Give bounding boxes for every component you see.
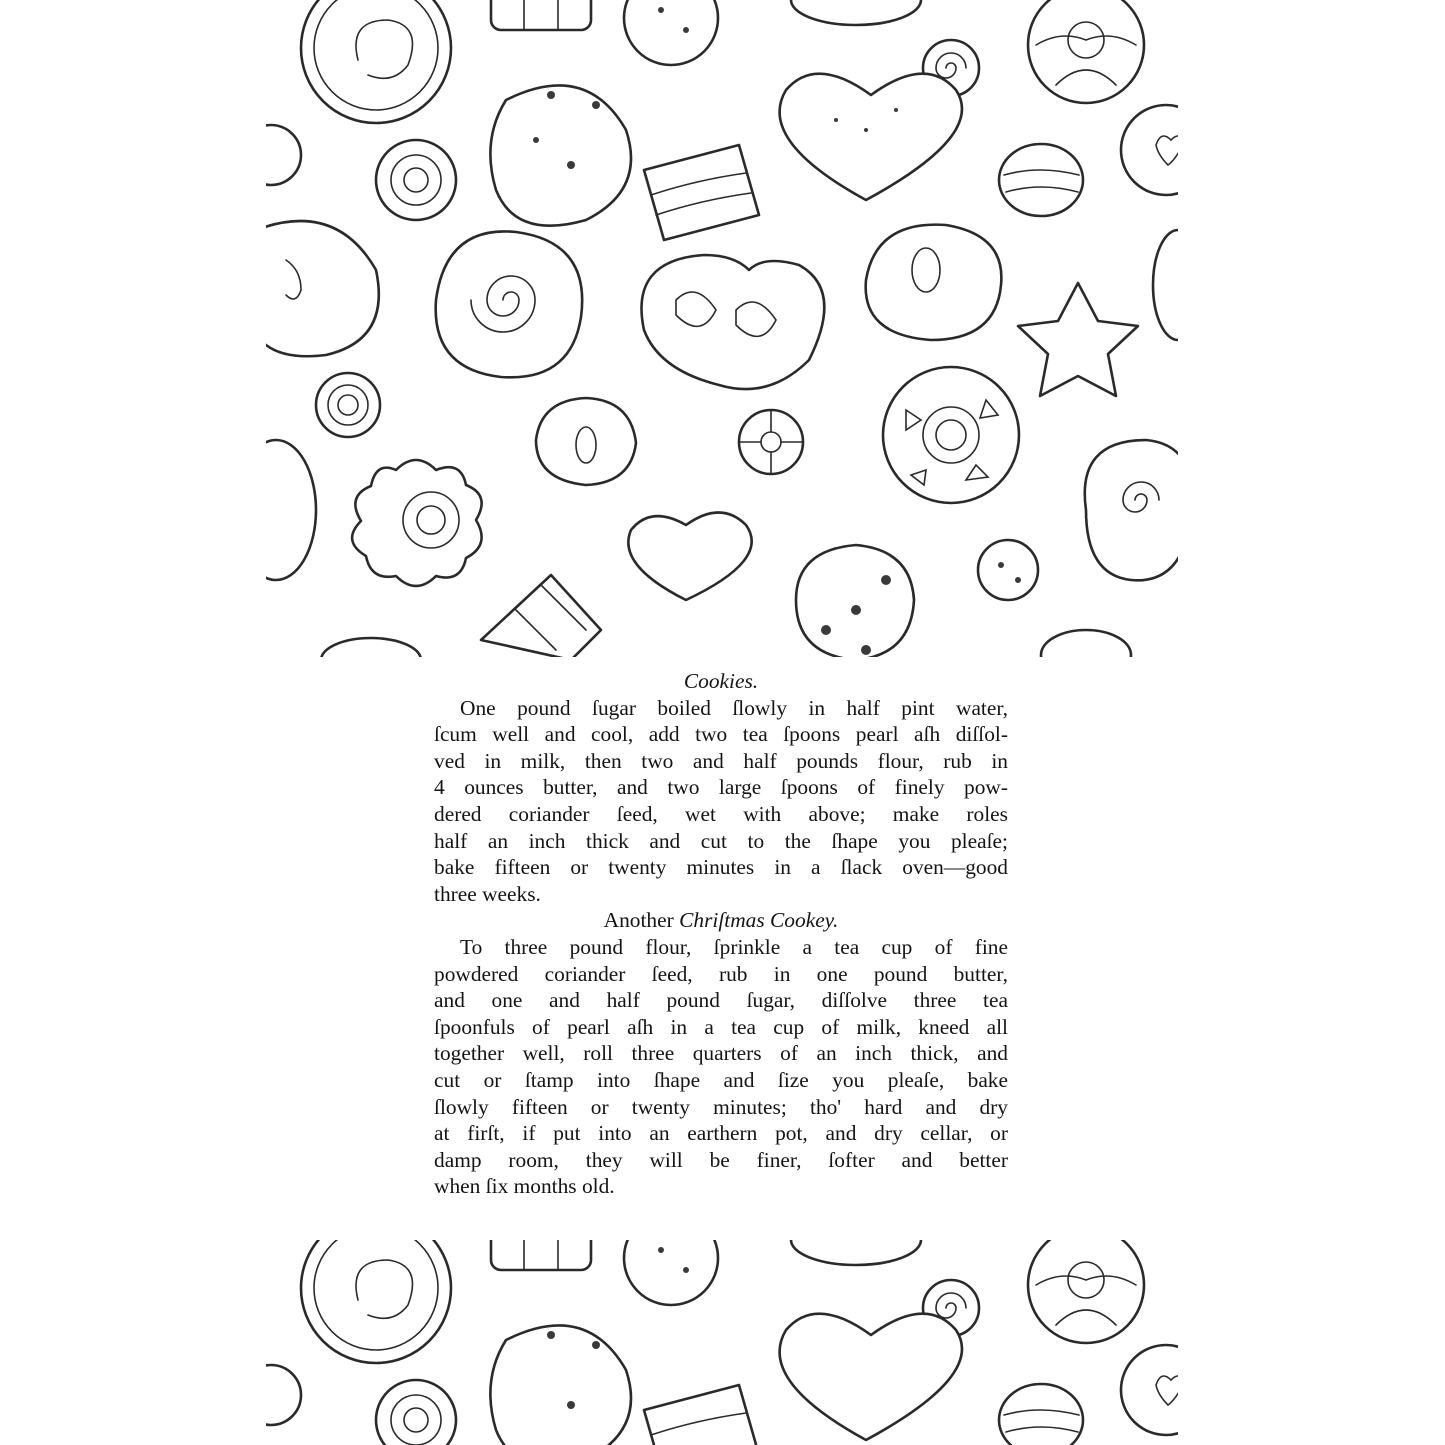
text-line: and one and half pound ſugar, diſſolve three tea	[434, 988, 1008, 1013]
text-line: To three pound flour, ſprinkle a tea cup of fine	[460, 934, 1008, 959]
recipe-title	[434, 907, 1008, 934]
text-line: at firſt, if put into an earthern pot, and dry cellar, or	[434, 1121, 1008, 1146]
text-line: ſpoonfuls of pearl aſh in a tea cup of milk, kneed all	[434, 1014, 1008, 1039]
text-line: damp room, they will be finer, ſofter and better	[434, 1147, 1008, 1172]
text-line: powdered coriander ſeed, rub in one pound butter,	[434, 961, 1008, 986]
recipe-title: Cookies.	[683, 669, 759, 693]
cookie-pattern-top	[266, 0, 1178, 657]
recipe-body	[434, 934, 1008, 1200]
text-line: cut or ſtamp into ſhape and ſize you pleaſe, bake	[434, 1067, 1008, 1092]
text-line: three weeks.	[434, 881, 541, 906]
recipe-body	[434, 695, 1008, 908]
text-line: when ſix months old.	[434, 1174, 615, 1199]
text-line: ſlowly fifteen or twenty minutes; tho' hard and dry	[434, 1094, 1008, 1119]
recipe-title-prefix: Another	[603, 908, 674, 933]
recipe-title-italic: Chriſtmas Cookey.	[679, 908, 839, 933]
text-line: One pound ſugar boiled ſlowly in half pint water,	[460, 695, 1008, 720]
text-line: 4 ounces butter, and two large ſpoons of finely pow-	[434, 775, 1008, 800]
text-line: dered coriander ſeed, wet with above; make roles	[434, 801, 1008, 826]
recipe-text	[434, 668, 1008, 1200]
cookie-drawings	[266, 1240, 1178, 1445]
cookie-illustration	[266, 0, 1178, 657]
text-line: half an inch thick and cut to the ſhape you pleaſe;	[434, 828, 1008, 853]
text-line: ſcum well and cool, add two tea ſpoons pearl aſh diſſol-	[434, 722, 1008, 747]
text-line: ved in milk, then two and half pounds flour, rub in	[434, 748, 1008, 773]
cookie-illustration	[266, 1240, 1178, 1445]
text-line: together well, roll three quarters of an inch thick, and	[434, 1041, 1008, 1066]
cookie-drawings	[266, 0, 1178, 657]
text-line: bake fifteen or twenty minutes in a ſlack oven—good	[434, 855, 1008, 880]
cookie-pattern-bottom	[266, 1240, 1178, 1445]
